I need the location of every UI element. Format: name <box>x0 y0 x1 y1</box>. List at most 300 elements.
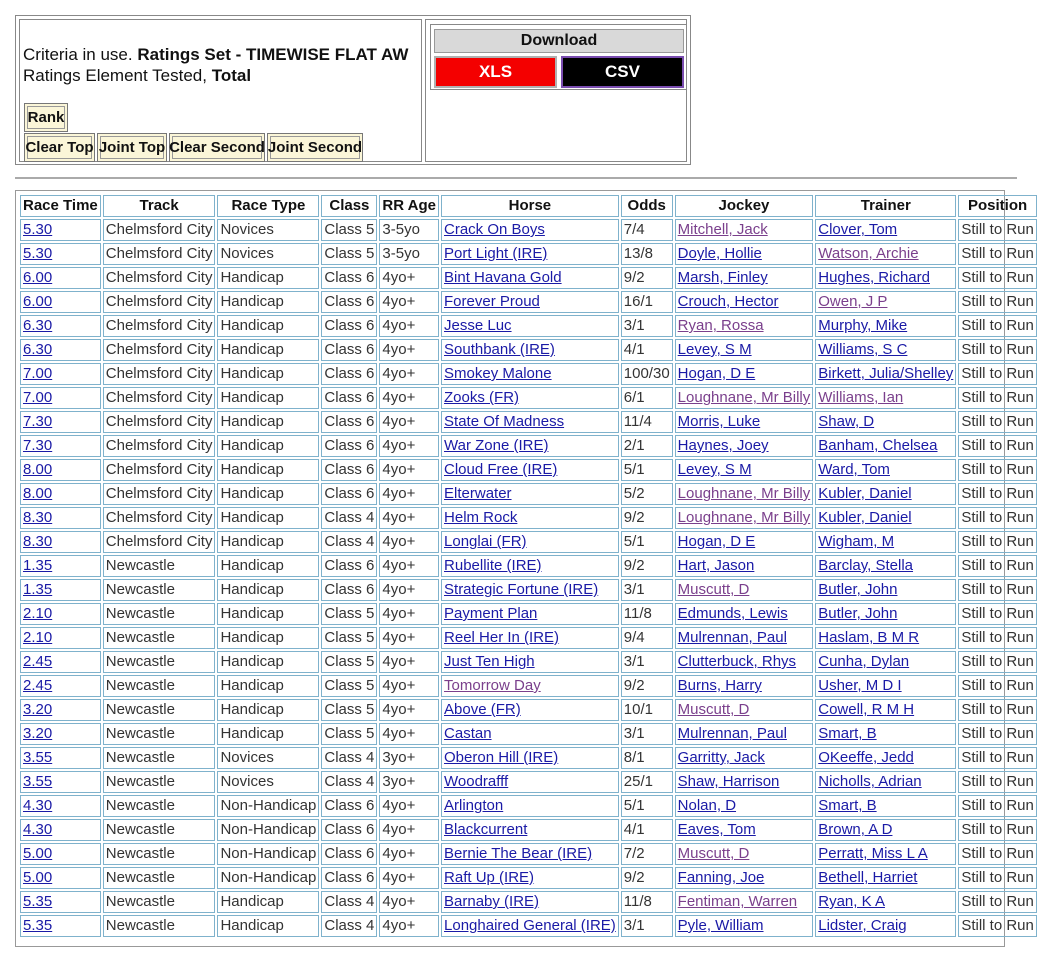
race-time-link[interactable]: 5.30 <box>23 245 53 262</box>
horse-link[interactable]: State Of Madness <box>444 413 565 430</box>
track-cell: Newcastle <box>103 579 216 601</box>
trainer-cell <box>815 219 956 241</box>
position-cell: Still to Run <box>958 411 1037 433</box>
trainer-cell <box>815 795 956 817</box>
jockey-link[interactable]: Doyle, Hollie <box>677 245 762 262</box>
results-body <box>20 219 1037 937</box>
header-rr-age[interactable]: RR Age <box>379 195 439 217</box>
race-time-cell <box>20 627 101 649</box>
jockey-link[interactable]: Mulrennan, Paul <box>677 629 787 646</box>
position-cell: Still to Run <box>958 819 1037 841</box>
table-row <box>20 843 1037 865</box>
horse-link[interactable]: Above (FR) <box>444 701 521 718</box>
class-cell: Class 6 <box>321 579 377 601</box>
trainer-link[interactable]: Smart, B <box>818 797 877 814</box>
race-time-link[interactable]: 2.10 <box>23 605 53 622</box>
race-time-cell <box>20 747 101 769</box>
joint-second-label: Joint Second <box>270 136 360 159</box>
race-time-cell <box>20 435 101 457</box>
race-time-link[interactable]: 5.00 <box>23 845 53 862</box>
horse-link[interactable]: Woodrafff <box>444 773 509 790</box>
section-divider <box>15 177 1017 179</box>
odds-cell: 3/1 <box>621 723 673 745</box>
horse-link[interactable]: Zooks (FR) <box>444 389 520 406</box>
odds-cell: 4/1 <box>621 339 673 361</box>
trainer-link[interactable]: Owen, J P <box>818 293 888 310</box>
jockey-link[interactable]: Fentiman, Warren <box>677 893 798 910</box>
jockey-link[interactable]: Loughnane, Mr Billy <box>677 509 811 526</box>
trainer-link[interactable]: Shaw, D <box>818 413 875 430</box>
jockey-link[interactable]: Eaves, Tom <box>677 821 756 838</box>
horse-link[interactable]: Forever Proud <box>444 293 540 310</box>
race-time-cell <box>20 507 101 529</box>
odds-cell: 6/1 <box>621 387 673 409</box>
horse-cell <box>441 579 619 601</box>
trainer-link[interactable]: Usher, M D I <box>818 677 902 694</box>
horse-link[interactable]: Reel Her In (IRE) <box>444 629 560 646</box>
trainer-cell <box>815 603 956 625</box>
jockey-cell <box>675 747 814 769</box>
rr-age-cell: 4yo+ <box>379 339 439 361</box>
race-time-link[interactable]: 1.35 <box>23 581 53 598</box>
jockey-link[interactable]: Edmunds, Lewis <box>677 605 788 622</box>
trainer-cell <box>815 579 956 601</box>
class-cell: Class 5 <box>321 603 377 625</box>
jockey-link[interactable]: Shaw, Harrison <box>677 773 780 790</box>
horse-link[interactable]: Longlai (FR) <box>444 533 527 550</box>
jockey-link[interactable]: Morris, Luke <box>677 413 761 430</box>
race-time-link[interactable]: 6.00 <box>23 293 53 310</box>
race-time-link[interactable]: 3.55 <box>23 749 53 766</box>
horse-cell <box>441 483 619 505</box>
horse-link[interactable]: Oberon Hill (IRE) <box>444 749 559 766</box>
jockey-link[interactable]: Garritty, Jack <box>677 749 765 766</box>
horse-cell <box>441 819 619 841</box>
horse-link[interactable]: Arlington <box>444 797 504 814</box>
horse-cell <box>441 747 619 769</box>
header-race-type[interactable]: Race Type <box>217 195 319 217</box>
header-position[interactable]: Position <box>958 195 1037 217</box>
horse-cell <box>441 435 619 457</box>
jockey-cell <box>675 795 814 817</box>
trainer-link[interactable]: Birkett, Julia/Shelley <box>818 365 954 382</box>
trainer-link[interactable]: Barclay, Stella <box>818 557 914 574</box>
trainer-cell <box>815 483 956 505</box>
jockey-cell <box>675 363 814 385</box>
horse-link[interactable]: Tomorrow Day <box>444 677 541 694</box>
rr-age-cell: 4yo+ <box>379 867 439 889</box>
race-type-cell: Handicap <box>217 363 319 385</box>
race-time-cell <box>20 483 101 505</box>
trainer-link[interactable]: Wigham, M <box>818 533 895 550</box>
position-cell: Still to Run <box>958 243 1037 265</box>
horse-link[interactable]: Strategic Fortune (IRE) <box>444 581 599 598</box>
trainer-link[interactable]: Kubler, Daniel <box>818 509 912 526</box>
jockey-link[interactable]: Muscutt, D <box>677 845 750 862</box>
rr-age-cell: 4yo+ <box>379 651 439 673</box>
race-time-link[interactable]: 8.00 <box>23 461 53 478</box>
clear-top-label: Clear Top <box>27 136 92 159</box>
horse-cell <box>441 627 619 649</box>
header-odds[interactable]: Odds <box>621 195 673 217</box>
trainer-link[interactable]: Nicholls, Adrian <box>818 773 922 790</box>
trainer-link[interactable]: Murphy, Mike <box>818 317 908 334</box>
race-time-cell <box>20 675 101 697</box>
odds-cell: 5/1 <box>621 459 673 481</box>
track-cell: Chelmsford City <box>103 363 216 385</box>
position-cell: Still to Run <box>958 915 1037 937</box>
table-row <box>20 603 1037 625</box>
race-time-link[interactable]: 6.30 <box>23 341 53 358</box>
track-cell: Newcastle <box>103 867 216 889</box>
class-cell: Class 6 <box>321 315 377 337</box>
horse-link[interactable]: Castan <box>444 725 492 742</box>
horse-link[interactable]: Raft Up (IRE) <box>444 869 535 886</box>
race-time-link[interactable]: 2.45 <box>23 653 53 670</box>
race-time-link[interactable]: 7.30 <box>23 413 53 430</box>
race-time-cell <box>20 531 101 553</box>
trainer-link[interactable]: Watson, Archie <box>818 245 919 262</box>
horse-cell <box>441 531 619 553</box>
horse-link[interactable]: Rubellite (IRE) <box>444 557 542 574</box>
horse-cell <box>441 915 619 937</box>
horse-link[interactable]: War Zone (IRE) <box>444 437 549 454</box>
trainer-cell <box>815 339 956 361</box>
track-cell: Newcastle <box>103 843 216 865</box>
trainer-link[interactable]: Haslam, B M R <box>818 629 920 646</box>
race-time-cell <box>20 219 101 241</box>
horse-link[interactable]: Crack On Boys <box>444 221 545 238</box>
track-cell: Chelmsford City <box>103 483 216 505</box>
class-cell: Class 4 <box>321 891 377 913</box>
rr-age-cell: 4yo+ <box>379 915 439 937</box>
race-time-link[interactable]: 2.45 <box>23 677 53 694</box>
race-type-cell: Handicap <box>217 387 319 409</box>
trainer-link[interactable]: Perratt, Miss L A <box>818 845 928 862</box>
horse-cell <box>441 363 619 385</box>
jockey-cell <box>675 267 814 289</box>
jockey-cell <box>675 555 814 577</box>
race-time-link[interactable]: 1.35 <box>23 557 53 574</box>
race-time-link[interactable]: 8.00 <box>23 485 53 502</box>
race-type-cell: Handicap <box>217 915 319 937</box>
odds-cell: 8/1 <box>621 747 673 769</box>
position-cell: Still to Run <box>958 459 1037 481</box>
jockey-cell <box>675 579 814 601</box>
race-type-cell: Handicap <box>217 507 319 529</box>
position-cell: Still to Run <box>958 339 1037 361</box>
jockey-cell <box>675 603 814 625</box>
jockey-cell <box>675 627 814 649</box>
race-time-link[interactable]: 3.55 <box>23 773 53 790</box>
horse-link[interactable]: Bernie The Bear (IRE) <box>444 845 593 862</box>
position-cell: Still to Run <box>958 579 1037 601</box>
horse-link[interactable]: Smokey Malone <box>444 365 552 382</box>
clear-second-button[interactable] <box>169 133 265 162</box>
jockey-link[interactable]: Mulrennan, Paul <box>677 725 787 742</box>
horse-cell <box>441 243 619 265</box>
odds-cell: 16/1 <box>621 291 673 313</box>
joint-top-button[interactable] <box>97 133 167 162</box>
position-cell: Still to Run <box>958 387 1037 409</box>
ratings-set-label: Ratings Set - TIMEWISE FLAT AW <box>137 45 409 64</box>
trainer-link[interactable]: Ryan, K A <box>818 893 885 910</box>
trainer-link[interactable]: Hughes, Richard <box>818 269 930 286</box>
rr-age-cell: 4yo+ <box>379 627 439 649</box>
race-time-link[interactable]: 6.30 <box>23 317 53 334</box>
position-cell: Still to Run <box>958 555 1037 577</box>
trainer-cell <box>815 627 956 649</box>
header-jockey[interactable]: Jockey <box>675 195 814 217</box>
race-time-cell <box>20 915 101 937</box>
race-time-link[interactable]: 8.30 <box>23 509 53 526</box>
jockey-link[interactable]: Levey, S M <box>677 461 752 478</box>
horse-cell <box>441 891 619 913</box>
jockey-link[interactable]: Hogan, D E <box>677 533 756 550</box>
jockey-link[interactable]: Loughnane, Mr Billy <box>677 389 811 406</box>
trainer-link[interactable]: OKeeffe, Jedd <box>818 749 914 766</box>
trainer-link[interactable]: Cowell, R M H <box>818 701 915 718</box>
jockey-link[interactable]: Muscutt, D <box>677 701 750 718</box>
odds-cell: 4/1 <box>621 819 673 841</box>
track-cell: Chelmsford City <box>103 219 216 241</box>
xls-download-button[interactable]: XLS <box>434 56 557 88</box>
trainer-link[interactable]: Williams, S C <box>818 341 908 358</box>
odds-cell: 11/8 <box>621 891 673 913</box>
jockey-link[interactable]: Burns, Harry <box>677 677 762 694</box>
position-cell: Still to Run <box>958 699 1037 721</box>
odds-cell: 9/2 <box>621 267 673 289</box>
track-cell: Newcastle <box>103 915 216 937</box>
trainer-link[interactable]: Butler, John <box>818 605 898 622</box>
table-row <box>20 267 1037 289</box>
table-row <box>20 795 1037 817</box>
horse-cell <box>441 867 619 889</box>
race-time-link[interactable]: 8.30 <box>23 533 53 550</box>
trainer-cell <box>815 699 956 721</box>
trainer-cell <box>815 771 956 793</box>
track-cell: Chelmsford City <box>103 387 216 409</box>
track-cell: Newcastle <box>103 771 216 793</box>
track-cell: Newcastle <box>103 603 216 625</box>
odds-cell: 9/2 <box>621 507 673 529</box>
race-time-cell <box>20 459 101 481</box>
race-time-link[interactable]: 4.30 <box>23 821 53 838</box>
rank-button[interactable] <box>24 103 68 132</box>
race-time-link[interactable]: 2.10 <box>23 629 53 646</box>
race-time-link[interactable]: 5.35 <box>23 917 53 934</box>
trainer-link[interactable]: Banham, Chelsea <box>818 437 938 454</box>
jockey-link[interactable]: Crouch, Hector <box>677 293 779 310</box>
table-row <box>20 675 1037 697</box>
trainer-link[interactable]: Smart, B <box>818 725 877 742</box>
rr-age-cell: 4yo+ <box>379 555 439 577</box>
horse-cell <box>441 555 619 577</box>
race-time-cell <box>20 579 101 601</box>
jockey-cell <box>675 771 814 793</box>
race-time-link[interactable]: 5.00 <box>23 869 53 886</box>
odds-cell: 5/2 <box>621 483 673 505</box>
trainer-link[interactable]: Cunha, Dylan <box>818 653 910 670</box>
header-horse[interactable]: Horse <box>441 195 619 217</box>
race-time-link[interactable]: 3.20 <box>23 701 53 718</box>
odds-cell: 2/1 <box>621 435 673 457</box>
odds-cell: 3/1 <box>621 579 673 601</box>
horse-link[interactable]: Cloud Free (IRE) <box>444 461 558 478</box>
track-cell: Newcastle <box>103 675 216 697</box>
jockey-link[interactable]: Ryan, Rossa <box>677 317 764 334</box>
jockey-link[interactable]: Pyle, William <box>677 917 764 934</box>
class-cell: Class 6 <box>321 483 377 505</box>
jockey-link[interactable]: Hogan, D E <box>677 365 756 382</box>
race-time-link[interactable]: 5.35 <box>23 893 53 910</box>
horse-link[interactable]: Helm Rock <box>444 509 518 526</box>
race-time-link[interactable]: 5.30 <box>23 221 53 238</box>
horse-cell <box>441 219 619 241</box>
trainer-link[interactable]: Ward, Tom <box>818 461 890 478</box>
race-time-link[interactable]: 4.30 <box>23 797 53 814</box>
odds-cell: 13/8 <box>621 243 673 265</box>
results-table <box>18 193 1039 939</box>
rank-label: Rank <box>27 106 65 129</box>
race-time-cell <box>20 699 101 721</box>
table-row <box>20 315 1037 337</box>
race-type-cell: Non-Handicap <box>217 819 319 841</box>
rr-age-cell: 4yo+ <box>379 507 439 529</box>
race-time-link[interactable]: 3.20 <box>23 725 53 742</box>
jockey-link[interactable]: Levey, S M <box>677 341 752 358</box>
jockey-link[interactable]: Clutterbuck, Rhys <box>677 653 797 670</box>
trainer-link[interactable]: Brown, A D <box>818 821 893 838</box>
trainer-link[interactable]: Butler, John <box>818 581 898 598</box>
race-type-cell: Handicap <box>217 891 319 913</box>
position-cell: Still to Run <box>958 483 1037 505</box>
track-cell: Newcastle <box>103 891 216 913</box>
odds-cell: 3/1 <box>621 915 673 937</box>
track-cell: Chelmsford City <box>103 243 216 265</box>
race-time-cell <box>20 267 101 289</box>
jockey-link[interactable]: Loughnane, Mr Billy <box>677 485 811 502</box>
horse-cell <box>441 315 619 337</box>
class-cell: Class 6 <box>321 795 377 817</box>
trainer-cell <box>815 747 956 769</box>
rr-age-cell: 3yo+ <box>379 747 439 769</box>
csv-download-button[interactable]: CSV <box>561 56 684 88</box>
race-time-link[interactable]: 7.30 <box>23 437 53 454</box>
trainer-link[interactable]: Williams, Ian <box>818 389 904 406</box>
race-time-link[interactable]: 7.00 <box>23 389 53 406</box>
trainer-link[interactable]: Clover, Tom <box>818 221 898 238</box>
horse-cell <box>441 291 619 313</box>
odds-cell: 9/2 <box>621 675 673 697</box>
class-cell: Class 5 <box>321 675 377 697</box>
position-cell: Still to Run <box>958 723 1037 745</box>
trainer-cell <box>815 459 956 481</box>
position-cell: Still to Run <box>958 219 1037 241</box>
table-header-row <box>20 195 1037 217</box>
race-time-cell <box>20 603 101 625</box>
table-row <box>20 651 1037 673</box>
class-cell: Class 5 <box>321 627 377 649</box>
race-time-link[interactable]: 6.00 <box>23 269 53 286</box>
trainer-cell <box>815 387 956 409</box>
horse-link[interactable]: Southbank (IRE) <box>444 341 555 358</box>
rr-age-cell: 4yo+ <box>379 267 439 289</box>
track-cell: Chelmsford City <box>103 315 216 337</box>
race-type-cell: Handicap <box>217 531 319 553</box>
race-type-cell: Handicap <box>217 459 319 481</box>
trainer-link[interactable]: Bethell, Harriet <box>818 869 918 886</box>
header-race-time[interactable]: Race Time <box>20 195 101 217</box>
race-type-cell: Novices <box>217 219 319 241</box>
table-row <box>20 387 1037 409</box>
horse-link[interactable]: Barnaby (IRE) <box>444 893 540 910</box>
race-time-link[interactable]: 7.00 <box>23 365 53 382</box>
jockey-link[interactable]: Mitchell, Jack <box>677 221 768 238</box>
download-title: Download <box>434 29 684 53</box>
race-time-cell <box>20 291 101 313</box>
horse-link[interactable]: Port Light (IRE) <box>444 245 548 262</box>
jockey-cell <box>675 651 814 673</box>
jockey-link[interactable]: Muscutt, D <box>677 581 750 598</box>
jockey-link[interactable]: Hart, Jason <box>677 557 755 574</box>
trainer-link[interactable]: Kubler, Daniel <box>818 485 912 502</box>
horse-link[interactable]: Just Ten High <box>444 653 535 670</box>
jockey-cell <box>675 459 814 481</box>
horse-link[interactable]: Elterwater <box>444 485 512 502</box>
race-type-cell: Novices <box>217 243 319 265</box>
jockey-cell <box>675 291 814 313</box>
trainer-link[interactable]: Lidster, Craig <box>818 917 907 934</box>
odds-cell: 11/4 <box>621 411 673 433</box>
horse-link[interactable]: Payment Plan <box>444 605 538 622</box>
position-cell: Still to Run <box>958 531 1037 553</box>
joint-second-button[interactable] <box>267 133 363 162</box>
table-row <box>20 339 1037 361</box>
ratings-element-prefix: Ratings Element Tested, <box>23 66 207 85</box>
trainer-cell <box>815 291 956 313</box>
table-row <box>20 291 1037 313</box>
horse-link[interactable]: Blackcurrent <box>444 821 528 838</box>
trainer-cell <box>815 819 956 841</box>
race-time-cell <box>20 387 101 409</box>
jockey-link[interactable]: Fanning, Joe <box>677 869 765 886</box>
criteria-prefix: Criteria in use. <box>23 45 133 64</box>
position-cell: Still to Run <box>958 267 1037 289</box>
horse-link[interactable]: Bint Havana Gold <box>444 269 562 286</box>
jockey-cell <box>675 531 814 553</box>
class-cell: Class 6 <box>321 555 377 577</box>
race-time-cell <box>20 315 101 337</box>
header-track[interactable]: Track <box>103 195 216 217</box>
clear-top-button[interactable] <box>24 133 95 162</box>
horse-link[interactable]: Longhaired General (IRE) <box>444 917 616 934</box>
header-class[interactable]: Class <box>321 195 377 217</box>
header-trainer[interactable]: Trainer <box>815 195 956 217</box>
odds-cell: 25/1 <box>621 771 673 793</box>
class-cell: Class 6 <box>321 459 377 481</box>
jockey-link[interactable]: Haynes, Joey <box>677 437 769 454</box>
class-cell: Class 4 <box>321 771 377 793</box>
position-cell: Still to Run <box>958 603 1037 625</box>
horse-link[interactable]: Jesse Luc <box>444 317 512 334</box>
race-time-cell <box>20 843 101 865</box>
table-row <box>20 219 1037 241</box>
class-cell: Class 4 <box>321 915 377 937</box>
results-table-frame <box>15 190 1034 947</box>
jockey-link[interactable]: Nolan, D <box>677 797 737 814</box>
jockey-link[interactable]: Marsh, Finley <box>677 269 768 286</box>
